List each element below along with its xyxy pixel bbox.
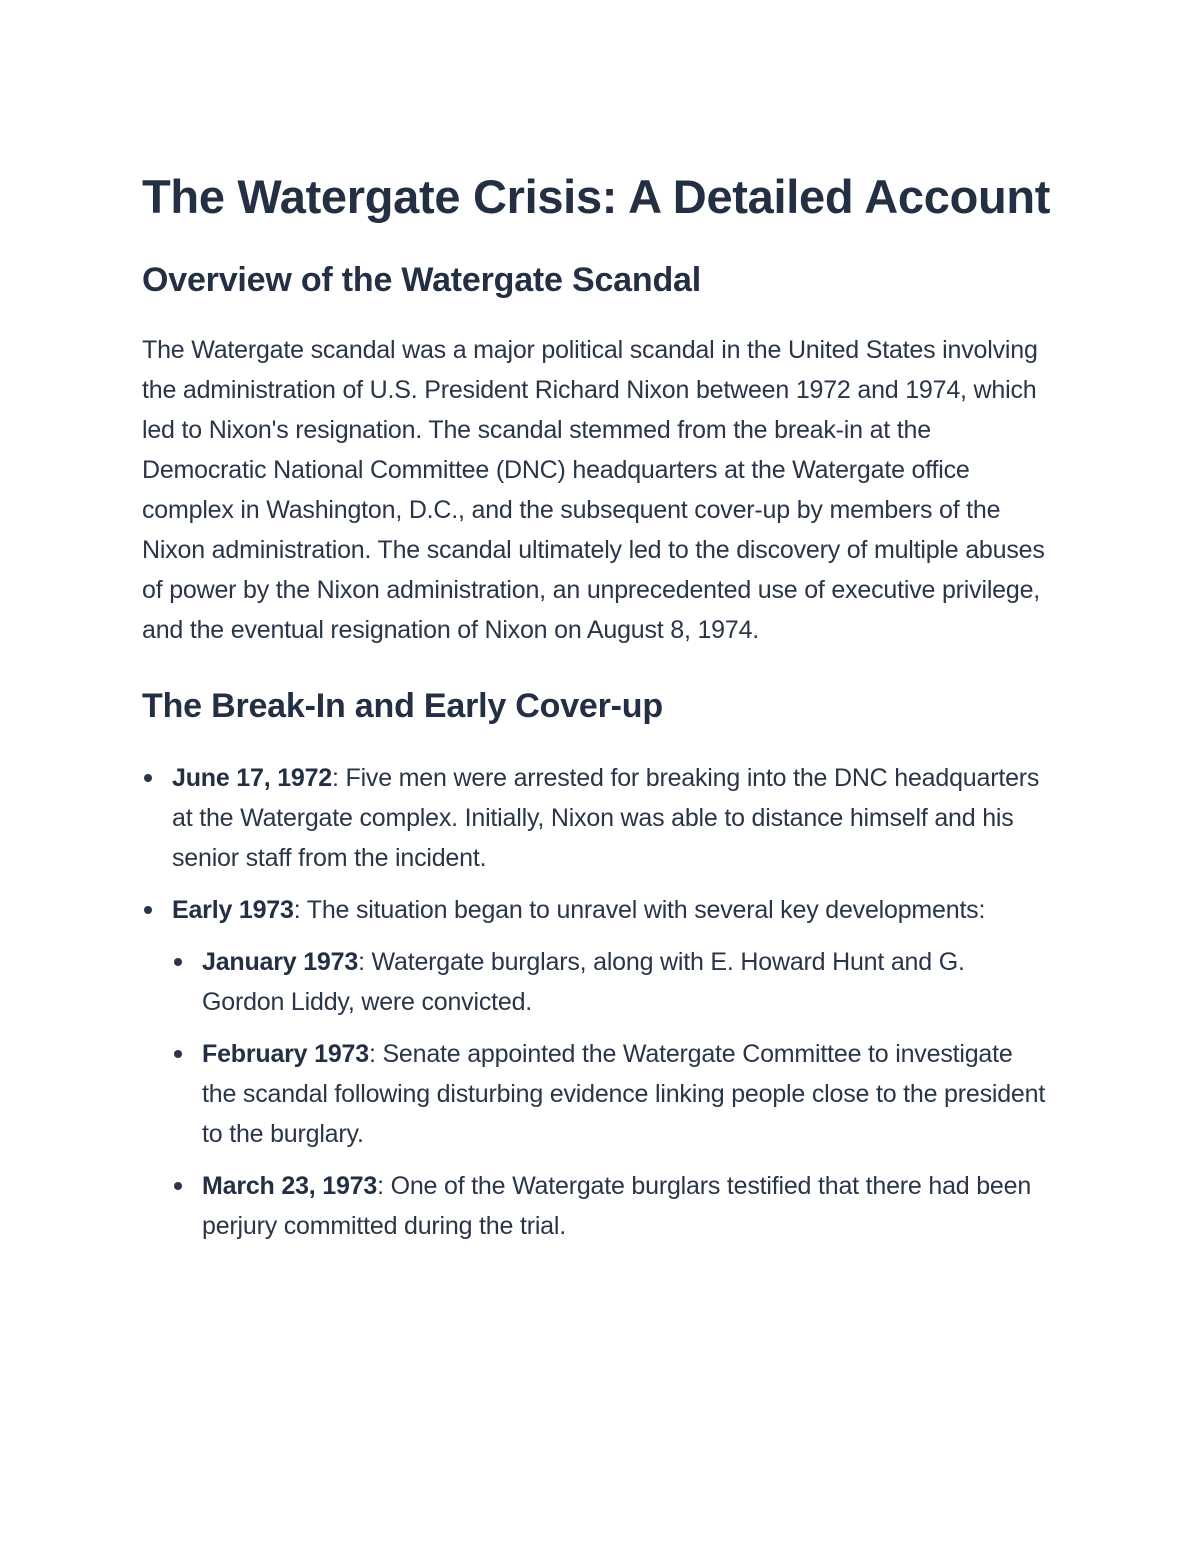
item-date-label: January 1973 bbox=[202, 948, 359, 976]
item-text: : The situation began to unravel with several key developments: bbox=[293, 896, 986, 924]
bullet-icon bbox=[144, 906, 152, 914]
list-item bbox=[172, 1166, 1052, 1246]
bullet-icon bbox=[174, 958, 182, 966]
bullet-icon bbox=[174, 1050, 182, 1058]
list-item bbox=[172, 1034, 1052, 1154]
item-text: : Senate appointed the Watergate Committee to investigate the scandal following disturbing evidence linking people close to the president to the burglary. bbox=[202, 1040, 1046, 1148]
timeline-list bbox=[142, 758, 1052, 1246]
list-item bbox=[142, 758, 1052, 878]
section-heading-break-in: The Break-In and Early Cover-up bbox=[142, 687, 663, 725]
item-text: : Watergate burglars, along with E. Howard Hunt and G. Gordon Liddy, were convicted. bbox=[202, 948, 965, 1016]
list-item bbox=[172, 942, 1052, 1022]
document-page bbox=[142, 166, 1052, 1258]
bullet-icon bbox=[174, 1182, 182, 1190]
section-heading-overview: Overview of the Watergate Scandal bbox=[142, 261, 701, 299]
item-date-label: Early 1973 bbox=[172, 896, 294, 924]
item-date-label: March 23, 1973 bbox=[202, 1172, 378, 1200]
item-date-label: June 17, 1972 bbox=[172, 764, 333, 792]
item-text: : Five men were arrested for breaking into the DNC headquarters at the Watergate complex. Initially, Nixon was able to distance himself and his senior staff from the incident. bbox=[172, 764, 1040, 872]
overview-paragraph: The Watergate scandal was a major political scandal in the United States involving the administration of U.S. President Richard Nixon between 1972 and 1974, which led to Nixon's resignation. The scandal stemmed from the break-in at the Democratic National Committee (DNC) headquarters at the Watergate office complex in Washington, D.C., and the subsequent cover-up by members of the Nixon administration. The scandal ultimately led to the discovery of multiple abuses of power by the Nixon administration, an unprecedented use of executive privilege, and the eventual resignation of Nixon on August 8, 1974. bbox=[142, 336, 1045, 644]
item-date-label: February 1973 bbox=[202, 1040, 369, 1068]
sub-list bbox=[172, 942, 1052, 1246]
list-item bbox=[142, 890, 1052, 1246]
bullet-icon bbox=[144, 774, 152, 782]
item-text: : One of the Watergate burglars testified that there had been perjury committed during the trial. bbox=[202, 1172, 1032, 1240]
document-title: The Watergate Crisis: A Detailed Account bbox=[142, 170, 1051, 223]
